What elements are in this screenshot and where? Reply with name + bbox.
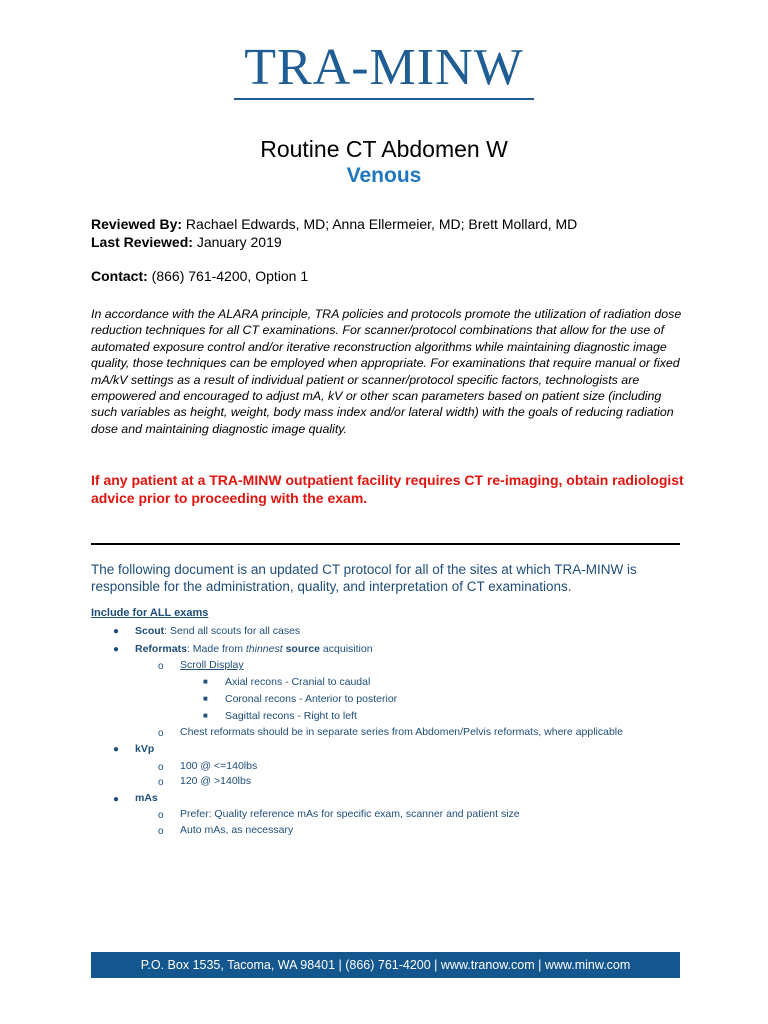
bullet-dot-icon: ●	[113, 794, 120, 805]
protocol-intro: The following document is an updated CT protocol for all of the sites at which TRA-MINW is responsible for the administration, quality, and interpretation of CT examinations.	[91, 562, 637, 594]
bullet-dot-icon: ●	[113, 644, 120, 655]
document-title: Routine CT Abdomen W	[260, 136, 508, 162]
footer-contact-bar: P.O. Box 1535, Tacoma, WA 98401 | (866) 761-4200 | www.tranow.com | www.minw.com	[91, 952, 680, 978]
list-item-kvp-100: 100 @ <=140lbs	[180, 760, 258, 772]
logo	[0, 40, 768, 100]
include-heading: Include for ALL exams	[91, 607, 209, 619]
last-reviewed-label: Last Reviewed:	[91, 234, 193, 250]
list-item-mas-auto: Auto mAs, as necessary	[180, 824, 294, 836]
list-item-chest: Chest reformats should be in separate series from Abdomen/Pelvis reformats, where applicable	[180, 726, 623, 738]
reimaging-warning: If any patient at a TRA-MINW outpatient facility requires CT re-imaging, obtain radiologist advice prior to proceeding with the exam.	[91, 472, 684, 506]
bullet-dot-icon: ●	[113, 744, 120, 755]
list-item-kvp: kVp	[135, 743, 155, 755]
last-reviewed	[91, 234, 282, 251]
list-item-mas: mAs	[135, 792, 158, 804]
contact-label: Contact:	[91, 268, 148, 284]
bullet-square-icon: ■	[203, 677, 208, 686]
logo-text: TRA-MINW	[244, 39, 524, 96]
last-reviewed-value: January 2019	[192, 234, 282, 250]
reformats-text-b: acquisition	[320, 643, 373, 655]
bullet-circle-icon: o	[158, 762, 164, 773]
list-item-kvp-120: 120 @ >140lbs	[180, 775, 252, 787]
list-item-sagittal: Sagittal recons - Right to left	[225, 710, 357, 722]
list-item-scout	[135, 625, 300, 638]
bullet-square-icon: ■	[203, 694, 208, 703]
reformats-label: Reformats	[135, 643, 187, 655]
reviewed-by-label: Reviewed By:	[91, 216, 183, 232]
bullet-circle-icon: o	[158, 728, 164, 739]
bullet-dot-icon: ●	[113, 626, 120, 637]
scout-label: Scout	[135, 625, 165, 637]
bullet-circle-icon: o	[158, 826, 164, 837]
section-divider	[91, 543, 680, 545]
contact-value: (866) 761-4200, Option 1	[147, 268, 309, 284]
reformats-source: source	[285, 643, 321, 655]
list-item-axial: Axial recons - Cranial to caudal	[225, 676, 371, 688]
list-item-scroll-display: Scroll Display	[180, 659, 244, 671]
document-subtitle: Venous	[346, 164, 422, 187]
alara-paragraph: In accordance with the ALARA principle, TRA policies and protocols promote the utilization of radiation dose reduction techniques for all CT examinations. For scanner/protocol combinations that allow for the use of automated exposure control and/or iterative reconstruction algorithms while maintaining diagnostic image quality, those techniques can be employed when appropriate. For examinations that require manual or fixed mA/kV settings as a result of individual patient or scanner/protocol specific factors, technologists are empowered and encouraged to adjust mA, kV or other scan parameters based on patient size (including such variables as height, weight, body mass index and/or lateral width) with the goals of reducing radiation dose and maintaining diagnostic image quality.	[91, 307, 682, 436]
reviewed-by-value: Rachael Edwards, MD; Anna Ellermeier, MD; Brett Mollard, MD	[182, 216, 578, 232]
contact	[91, 268, 308, 285]
reformats-thinnest: thinnest	[245, 643, 283, 655]
list-item-reformats	[135, 643, 373, 656]
bullet-circle-icon: o	[158, 777, 164, 788]
scout-text: : Send all scouts for all cases	[164, 625, 301, 637]
bullet-circle-icon: o	[158, 661, 164, 672]
bullet-square-icon: ■	[203, 711, 208, 720]
reviewed-by	[91, 216, 577, 233]
list-item-coronal: Coronal recons - Anterior to posterior	[225, 693, 398, 705]
logo-underline	[234, 98, 534, 100]
reformats-text-a: : Made from	[186, 643, 246, 655]
bullet-circle-icon: o	[158, 810, 164, 821]
list-item-mas-prefer: Prefer: Quality reference mAs for specific exam, scanner and patient size	[180, 808, 520, 820]
